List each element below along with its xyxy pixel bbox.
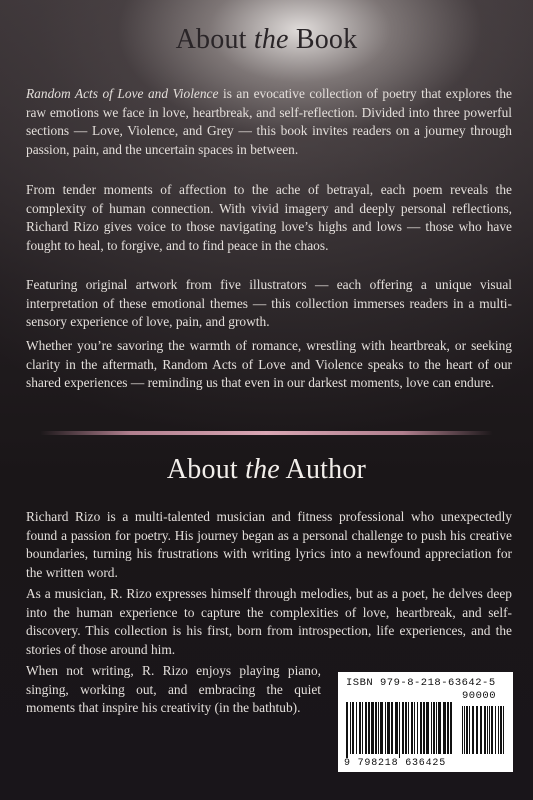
price-code: 90000 [462,690,497,702]
heading-text: About [175,24,254,55]
heading-italic: the [245,454,280,485]
heading-italic: the [253,24,289,55]
book-description-paragraph-1 [26,85,512,159]
barcode-digits: 9 798218 636425 [344,758,447,769]
about-the-author-heading [0,454,533,486]
book-description-paragraph-4: Whether you’re savoring the warmth of romance, wrestling with heartbreak, or seeking clarity in the aftermath, Random Acts of Love and Violence speaks to the heart of our shared experiences — reminding us that even in our darkest moments, love can endure. [26,338,512,391]
barcode-bars [346,702,506,758]
book-description-paragraph-3: Featuring original artwork from five illustrators — each offering a unique visual interpretation of these emotional themes — this collection immerses readers in a multi-sensory experience of love, pain, and growth. [26,277,512,330]
isbn-number: ISBN 979-8-218-63642-5 [346,677,496,689]
book-description-paragraph-2: From tender moments of affection to the ache of betrayal, each poem reveals the complexity of human connection. With vivid imagery and deeply personal reflections, Richard Rizo gives voice to those navigating love’s highs and lows — those who have fought to heal, to forgive, and to find peace in the chaos. [26,182,512,253]
book-title-italic: Random Acts of Love and Violence [26,86,219,101]
author-bio-paragraph-2: As a musician, R. Rizo expresses himself through melodies, but as a poet, he delves deep into the human experience to capture the complexities of love, heartbreak, and self-discovery. This collection is his first, born from introspection, life experiences, and the stories of those around him. [26,586,512,657]
heading-text: Author [279,454,367,485]
paragraph-text: is an evocative collection of poetry that explores the raw emotions we face in love, heartbreak, and self-reflection. Divided into three powerful sections — Love, Violence, and Grey — this book invites readers on a journey through passion, pain, and the uncertain spaces in between. [26,86,513,157]
about-the-book-heading [0,24,533,56]
isbn-barcode [338,672,513,772]
author-bio-paragraph-1: Richard Rizo is a multi-talented musician and fitness professional who unexpectedly found a passion for poetry. His journey began as a personal challenge to push his creative boundaries, turning his frustrations with writing lyrics into a newfound appreciation for the written word. [26,509,512,580]
section-divider [40,431,493,435]
author-bio-paragraph-3: When not writing, R. Rizo enjoys playing piano, singing, working out, and embracing the quiet moments that inspire his creativity (in the bathtub). [26,663,321,716]
heading-text: About [166,454,246,485]
heading-text: Book [288,24,358,55]
